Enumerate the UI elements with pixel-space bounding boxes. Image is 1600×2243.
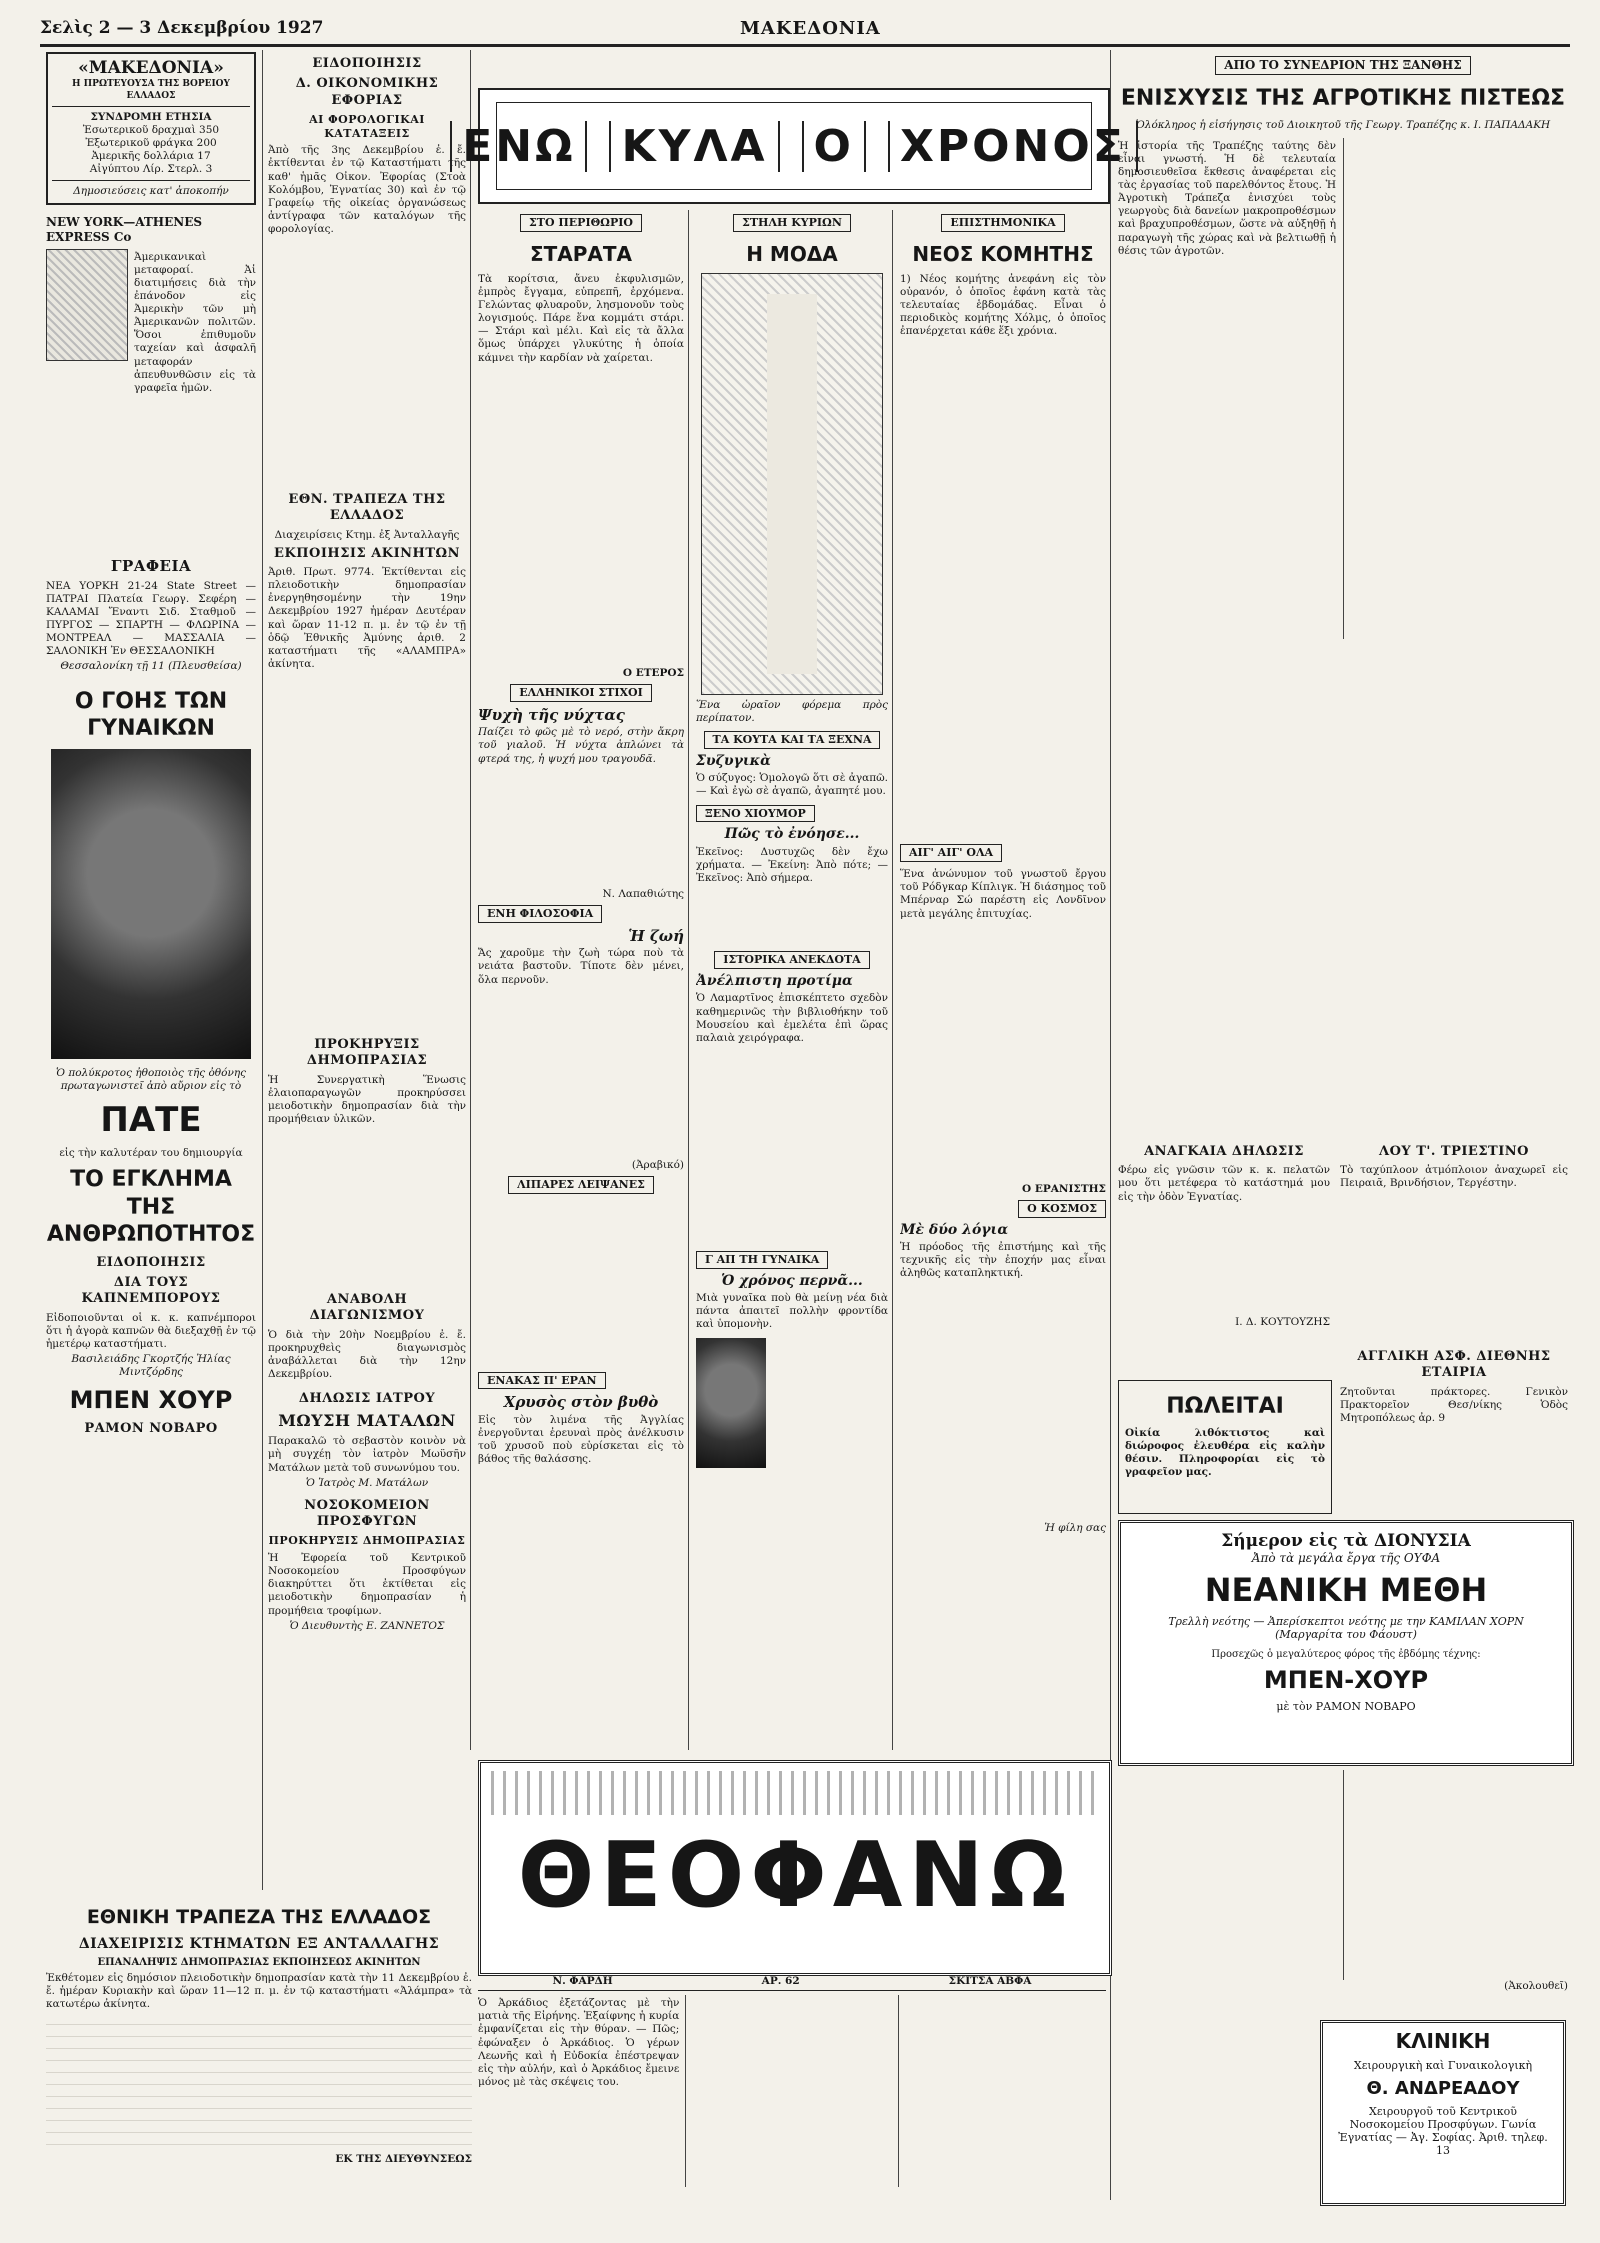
newspaper-title: ΜΑΚΕΔΟΝΙΑ — [740, 18, 881, 39]
express-text: Ἀμερικανικαὶ μεταφοραί. Ἀἱ διατιμήσεις διὰ τὴν ἐπάνοδον εἰς Ἀμερικὴν τῶν μὴ Ἀμερικανῶν πολιτῶν. Ὅσοι ἐπιθυμοῦν ταχείαν καὶ ἀσφαλῆ μεταφοράν ἀπευθυνθῶσιν εἰς τὰ γραφεῖα ἡμῶν. — [134, 250, 256, 394]
triestino-continued — [1340, 1193, 1568, 1293]
page-date: Σελὶς 2 — 3 Δεκεμβρίου 1927 — [40, 18, 324, 38]
poem-signature: Ν. Λαπαθιώτης — [602, 887, 684, 900]
dyo-logia-text: Ἡ πρόοδος τῆς ἐπιστήμης καὶ τῆς τεχνικῆς εἰς τὴν ἐποχήν μας εἶναι ἀληθῶς καταπληκτική. — [900, 1241, 1106, 1280]
nosokomeion-heading: ΝΟΣΟΚΟΜΕΙΟΝ ΠΡΟΣΦΥΓΩΝ — [304, 1497, 430, 1529]
iatrou-name: ΜΩΥΣΗ ΜΑΤΑΛΩΝ — [278, 1411, 456, 1431]
komitis-title: ΝΕΟΣ ΚΟΜΗΤΗΣ — [912, 241, 1094, 266]
kataxeis-heading: ΑΙ ΦΟΡΟΛΟΓΙΚΑΙ ΚΑΤΑΤΑΞΕΙΣ — [309, 112, 425, 140]
theofano-header — [478, 1760, 1112, 1976]
xronos-text: Μιὰ γυναῖκα ποὺ θὰ μείνῃ νέα διὰ πάντα ἀπαιτεῖ πολλὴν φροντίδα καὶ ὑπομονὴν. — [696, 1292, 888, 1331]
triestino-text: Τὸ ταχύπλοον ἀτμόπλοιον ἀναχωρεῖ εἰς Πειραιᾶ, Βρινδήσιον, Τεργέστην. — [1340, 1164, 1568, 1190]
zoi-text: Ἄς χαροῦμε τὴν ζωὴ τώρα ποὺ τὰ νειάτα βαστοῦν. Τίποτε δὲν μένει, ὅλα περνοῦν. — [478, 947, 684, 986]
theofano-title: ΘΕΟΦΑΝΩ — [517, 1823, 1073, 1928]
poleitai-heading: ΠΩΛΕΙΤΑΙ — [1166, 1394, 1284, 1419]
column-rule — [688, 210, 689, 1750]
enw-kyla-banner — [462, 88, 1126, 204]
agrotiki-title: ΕΝΙΣΧΥΣΙΣ ΤΗΣ ΑΓΡΟΤΙΚΗΣ ΠΙΣΤΕΩΣ — [1120, 86, 1566, 111]
pos-continued — [696, 887, 888, 947]
dionysia-heading: Σήμερον εἰς τὰ ΔΙΟΝΥΣΙΑ — [1221, 1531, 1471, 1551]
bank-bottom-table — [46, 2013, 472, 2153]
starata-continued — [478, 367, 684, 667]
express-fare-table — [46, 403, 256, 553]
poem-title: Ψυχὴ τῆς νύχτας — [478, 705, 625, 724]
starata-title: ΣΤΑΡΑΤΑ — [529, 241, 633, 266]
theofano-right-text — [1118, 1770, 1568, 1980]
subscription-subtitle: Η ΠΡΩΤΕΥΟΥΣΑ ΤΗΣ ΒΟΡΕΙΟΥ ΕΛΛΑΔΟΣ — [72, 79, 230, 101]
left-column — [46, 52, 256, 1902]
triestino-heading: ΛΟΥ Τ'. ΤΡΙΕΣΤΙΝΟ — [1378, 1144, 1529, 1159]
xrysos-title: Χρυσὸς στὸν βυθὸ — [503, 1393, 659, 1412]
triestino-ad — [1340, 1140, 1568, 1340]
istorika-kicker: ΙΣΤΟΡΙΚΑ ΑΝΕΚΔΟΤΑ — [714, 951, 869, 969]
banner-word-3: Ο — [802, 121, 866, 172]
dyo-logia-continued — [900, 1282, 1106, 1522]
subscription-inner: Ἐσωτερικοῦ δραχμαὶ 350 — [82, 123, 220, 136]
moda-title: Η ΜΟΔΑ — [746, 241, 838, 266]
filosofia-kicker: ΕΝΗ ΦΙΛΟΣΟΦΙΑ — [478, 905, 602, 923]
ben-hur-title: ΜΠΕΝ-ΧΟΥΡ — [1263, 1666, 1429, 1694]
moda-caption: Ἕνα ὡραῖον φόρεμα πρὸς περίπατον. — [696, 698, 888, 724]
aig-continued — [900, 923, 1106, 1183]
anelpisti-text: Ὁ Λαμαρτῖνος ἐπισκέπτετο σχεδὸν καθημερινῶς τὴν βιβλιοθήκην τοῦ Μουσείου καὶ ἐμελέτα ἐπὶ ὥρας παλαιὰ χειρόγραφα. — [696, 992, 888, 1044]
subscription-note: Δημοσιεύσεις κατ' ἀποκοπήν — [73, 185, 229, 198]
agrotiki-intro: Ὁλόκληρος ἡ εἰσήγησις τοῦ Διοικητοῦ τῆς Γεωργ. Τραπέζης κ. Ι. ΠΑΠΑΔΑΚΗ — [1135, 118, 1551, 131]
bank-notice-bottom — [46, 1900, 472, 2200]
insurance-ad — [1340, 1345, 1568, 1495]
starata-text: Τὰ κορίτσια, ἄνευ ἐκφυλισμῶν, ἐμπρὸς ἔγγαμα, εὐπρεπῆ, ἐρχόμενα. Γελώντας φλυαροῦν, λησμονοῦν τοὺς λογισμούς. Πάρε ἕνα κομμάτι στάρι. — Στάρι καὶ μέλι. Καὶ εἰς τὰ ἄλλα ὅμως ὑπάρχει γλυκύτης ἡ ὁποία κάμνει τὴν καρδίαν νὰ χαίρεται. — [478, 272, 684, 364]
kyrion-kicker: ΣΤΗΛΗ ΚΥΡΙΩΝ — [733, 214, 851, 232]
bank-bottom-sub2: ΕΠΑΝΑΛΗΨΙΣ ΔΗΜΟΠΡΑΣΙΑΣ ΕΚΠΟΙΗΣΕΩΣ ΑΚΙΝΗΤΩΝ — [97, 1957, 421, 1969]
bank-bottom-signature: ΕΚ ΤΗΣ ΔΙΕΥΘΥΝΣΕΩΣ — [335, 2153, 472, 2166]
theofano-number: ΑΡ. 62 — [761, 1975, 800, 1987]
theofano-text: Ὁ Ἀρκάδιος ἐξετάζοντας μὲ τὴν ματιὰ τῆς Εἰρήνης. Ἐξαίφνης ἡ κυρία ἐμφανίζεται εἰς τὴν θύραν. — Πῶς; ἐφώναξεν ὁ Ἀρκάδιος. Ὁ γέρων Λεωνῆς καὶ ἡ Εὐδοκία ἐπέστρεψαν εἰς τὴν αὐλήν, καὶ ὁ Ἀρκάδιος ἔμεινε μόνος μὲ τὰς σκέψεις του. — [478, 1997, 680, 2088]
syzygika-text: Ὁ σύζυγος: Ὁμολογῶ ὅτι σὲ ἀγαπῶ. — Καὶ ἐγὼ σὲ ἀγαπῶ, ἀγαπητέ μου. — [696, 772, 888, 798]
pate-intro: Ὁ πολύκροτος ἠθοποιὸς τῆς ὀθόνης πρωταγωνιστεῖ ἀπὸ αὔριον εἰς τὸ — [56, 1066, 246, 1092]
synedrion-kicker: ΑΠΟ ΤΟ ΣΥΝΕΔΡΙΟΝ ΤΗΣ ΞΑΝΘΗΣ — [1215, 56, 1470, 75]
dionysia-ad — [1118, 1520, 1574, 1766]
lipares-kicker: ΛΙΠΑΡΕΣ ΛΕΙΨΑΝΕΣ — [508, 1176, 654, 1194]
poleitai-ad — [1118, 1380, 1332, 1514]
prokiryxis-heading: ΠΡΟΚΗΡΥΞΙΣ ΔΗΜΟΠΡΑΣΙΑΣ — [306, 1037, 428, 1069]
dionysia-subheading: Ἀπὸ τὰ μεγάλα ἔργα τῆς ΟΥΦΑ — [1251, 1551, 1441, 1565]
actor-portrait — [51, 749, 251, 1059]
zoi-title: Ἡ ζωή — [628, 926, 684, 945]
zoi-signature: (Ἀραβικό) — [631, 1158, 684, 1171]
iatrou-heading: ΔΗΛΩΣΙΣ ΙΑΤΡΟΥ — [298, 1391, 436, 1406]
eforia-continued — [268, 238, 466, 488]
eidopoiisis-heading-2: ΕΙΔΟΠΟΙΗΣΙΣ — [312, 56, 422, 71]
clinic-name: Θ. ΑΝΔΡΕΑΔΟΥ — [1366, 2078, 1520, 2099]
woman-profile-illustration — [696, 1338, 766, 1468]
enakas-kicker: ΕΝΑΚΑΣ Π' ΕΡΑΝ — [478, 1372, 606, 1390]
syzygika-title: Συζυγικὰ — [696, 752, 771, 769]
bank-heading: ΕΘΝ. ΤΡΑΠΕΖΑ ΤΗΣ ΕΛΛΑΔΟΣ — [288, 492, 446, 524]
starata-signature: Ο ΕΤΕΡΟΣ — [622, 666, 684, 679]
poem-continued — [478, 768, 684, 888]
kapnemporous-heading: ΔΙΑ ΤΟΥΣ ΚΑΠΝΕΜΠΟΡΟΥΣ — [81, 1275, 221, 1307]
grafeia-heading: ΓΡΑΦΕΙΑ — [110, 556, 192, 575]
theofano-kind: ΣΚΙΤΣΑ ΑΒΦΑ — [948, 1975, 1032, 1987]
aig-kicker: ΑΙΓ' ΑΙΓ' ΟΛΑ — [900, 844, 1002, 862]
peri-kicker: ΣΤΟ ΠΕΡΙΘΩΡΙΟ — [520, 214, 642, 232]
fashion-illustration — [701, 273, 883, 695]
dyo-logia-signature: Ἡ φίλη σας — [1044, 1522, 1106, 1535]
kapnemporous-signature: Βασιλειάδης Γκορτζής Ἠλίας Μιντζόρδης — [71, 1353, 231, 1379]
zoi-continued — [478, 989, 684, 1159]
gynaika-kicker: Γ ΑΠ ΤΗ ΓΥΝΑΙΚΑ — [696, 1251, 828, 1269]
epistimonika-kicker: ΕΠΙΣΤΗΜΟΝΙΚΑ — [941, 214, 1064, 232]
stixoi-kicker: ΕΛΛΗΝΙΚΟΙ ΣΤΙΧΟΙ — [510, 684, 652, 702]
eforia-heading: Δ. ΟΙΚΟΝΟΜΙΚΗΣ ΕΦΟΡΙΑΣ — [295, 76, 439, 108]
clinic-heading: ΚΛΙΝΙΚΗ — [1395, 2029, 1491, 2053]
nosokomeion-text: Ἡ Ἐφορεία τοῦ Κεντρικοῦ Νοσοκομείου Προσφύγων διακηρύττει ὅτι ἐκτίθεται εἰς μειοδοτικὴν δημοπρασίαν ἡ προμήθεια τροφίμων. — [268, 1552, 466, 1617]
film-text: Τρελλὴ νεότης — Ἀπερίσκεπτοι νεότης με την ΚΑΜΙΛΑΝ ΧΟΡΝ (Μαργαρίτα του Φάουστ) — [1168, 1615, 1524, 1641]
insurance-heading: ΑΓΓΛΙΚΗ ΑΣΦ. ΔΙΕΘΝΗΣ ΕΤΑΙΡΙΑ — [1357, 1349, 1551, 1381]
dilosis-continued — [1118, 1206, 1330, 1316]
clinic-subheading: Χειρουργικὴ καὶ Γυναικολογικὴ — [1353, 2059, 1533, 2072]
ogos-heading: Ο ΓΟΗΣ ΤΩΝ ΓΥΝΑΙΚΩΝ — [74, 688, 228, 741]
anelpisti-title: Ἀνέλπιστη προτίμα — [696, 972, 853, 989]
prokiryxis-continued — [268, 1128, 466, 1288]
poleitai-text: Οἰκία λιθόκτιστος καὶ διώροφος ἐλευθέρα εἰς καλὴν θέσιν. Πληροφορίαι εἰς τὸ γραφεῖον μας. — [1125, 1426, 1325, 1478]
humor-kicker: ΞΕΝΟ ΧΙΟΥΜΟΡ — [696, 805, 815, 823]
grafeia-date: Θεσσαλονίκη τῇ 11 (Πλευσθείσα) — [60, 660, 242, 673]
theofano-continuation — [1118, 1770, 1568, 2000]
nosokomeion-signature: Ὁ Διευθυντὴς Ε. ΖΑΝΝΕΤΟΣ — [289, 1619, 445, 1632]
banner-word-2: ΚΥΛΑ — [609, 121, 779, 172]
prokiryxis-text: Ἡ Συνεργατικὴ Ἕνωσις ἐλαιοπαραγωγῶν προκηρύσσει μειοδοτικὴν δημοπρασίαν διὰ τὴν προμήθειαν ὑλικῶν. — [268, 1073, 466, 1125]
mpen-hur-heading: ΜΠΕΝ ΧΟΥΡ — [69, 1386, 233, 1415]
subscription-head: ΣΥΝΔΡΟΜΗ ΕΤΗΣΙΑ — [90, 110, 212, 123]
egklima-heading: ΤΟ ΕΓΚΛΗΜΑ ΤΗΣ ΑΝΘΡΩΠΟΤΗΤΟΣ — [46, 1167, 256, 1248]
pos-text: Ἐκεῖνος: Δυστυχῶς δὲν ἔχω χρήματα. — Ἐκείνη: Ἀπὸ πότε; — Ἐκεῖνος: Ἀπὸ σήμερα. — [696, 845, 888, 884]
masthead — [40, 18, 1570, 47]
subscription-egypt: Αἰγύπτου Λίρ. Στερλ. 3 — [89, 163, 213, 176]
bank-bottom-text: Ἐκθέτομεν εἰς δημόσιον πλειοδοτικὴν δημοπρασίαν κατὰ τὴν 11 Δεκεμβρίου ἐ. ἔ. ἡμέραν Κυριακὴν καὶ ὥραν 11—12 π. μ. ἐν τῷ καταστήματι «Ἀλάμπρα» τὰ κατωτέρω ἀκίνητα. — [46, 1971, 472, 2010]
anavoli-heading: ΑΝΑΒΟΛΗ ΔΙΑΓΩΝΙΣΜΟΥ — [309, 1292, 425, 1324]
clinic-ad — [1320, 2020, 1566, 2206]
xrysos-text: Εἰς τὸν λιμένα τῆς Ἀγγλίας ἐνεργοῦνται ἐρευναὶ πρὸς ἀνέλκυσιν τοῦ χρυσοῦ ποὺ εὑρίσκεται εἰς τὸ βάθος τῆς θαλάσσης. — [478, 1414, 684, 1466]
express-illustration — [46, 249, 128, 361]
ramon-novaro-2: μὲ τὸν ΡΑΜΟΝ ΝΟΒΑΡΟ — [1276, 1700, 1416, 1713]
ramon-novaro: ΡΑΜΟΝ ΝΟΒΑΡΟ — [84, 1421, 218, 1437]
bank-bottom-sub: ΔΙΑΧΕΙΡΙΣΙΣ ΚΤΗΜΑΤΩΝ ΕΞ ΑΝΤΑΛΛΑΓΗΣ — [78, 1935, 440, 1952]
column-rule — [892, 210, 893, 1750]
komitis-continued — [900, 340, 1106, 840]
film-next: Προσεχῶς ὁ μεγαλύτερος φόρος τῆς ἐβδόμης τέχνης: — [1211, 1649, 1481, 1660]
dilosis-signature: Ι. Δ. ΚΟΥΤΟΥΖΗΣ — [1235, 1315, 1330, 1328]
subscription-america: Ἀμερικῆς δολλάρια 17 — [91, 150, 211, 163]
aig-signature: Ο ΕΡΑΝΙΣΤΗΣ — [1022, 1182, 1106, 1195]
grafeia-list: ΝΕΑ ΥΟΡΚΗ 21-24 State Street — ΠΑΤΡΑΙ Πλατεία Γεωργ. Σεφέρη — ΚΑΛΑΜΑΙ Ἔναντι Σιδ. Σταθμοῦ — ΠΥΡΓΟΣ — ΣΠΑΡΤΗ — ΦΛΩΡΙΝΑ — ΜΟΝΤΡΕΑΛ — ΜΑΣΣΑΛΙΑ — ΣΑΛΟΝΙΚΗ Ἐν ΘΕΣΣΑΛΟΝΙΚΗ — [46, 579, 256, 658]
iatrou-text: Παρακαλῶ τὸ σεβαστὸν κοινὸν νὰ μὴ συγχέῃ τὸν ἰατρὸν Μωϋσῆν Ματάλων μετὰ τοῦ συνωνύμου του. — [268, 1435, 466, 1474]
banner-word-4: ΧΡΟΝΟΣ — [888, 121, 1138, 172]
dyo-logia-title: Μὲ δύο λόγια — [900, 1221, 1009, 1238]
bank-property-list — [268, 673, 466, 1033]
pate-heading: ΠΑΤΕ — [100, 1099, 202, 1140]
subscription-box — [46, 52, 256, 205]
insurance-text: Ζητοῦνται πράκτορες. Γενικὸν Πρακτορεῖον Θεσ/νίκης Ὁδὸς Μητροπόλεως ἀρ. 9 — [1340, 1385, 1568, 1424]
dilosis-text: Φέρω εἰς γνῶσιν τῶν κ. κ. πελατῶν μου ὅτι μετέφερα τὸ κατάστημά μου εἰς τὴν ὁδὸν Ἐγνατίας. — [1118, 1164, 1330, 1203]
express-title: NEW YORK—ATHENES EXPRESS Co — [46, 214, 203, 244]
kapnemporous-text: Εἰδοποιοῦνται οἱ κ. κ. καπνέμποροι ὅτι ἡ ἀγορὰ καπνῶν θὰ διεξαχθῇ ἐν τῷ ἡμετέρῳ καταστήματι. — [46, 1311, 256, 1350]
subscription-outer: Ἐξωτερικοῦ φράγκα 200 — [85, 137, 217, 149]
agrotiki-text: Ἡ ἱστορία τῆς Τραπέζης ταύτης δὲν εἶναι γνωστή. Ἡ δὲ τελευταία δημοσιευθεῖσα ἔκθεσις ἀναφέρεται εἰς τὰς ἐργασίας τοῦ παρελθόντος ἔτους. Ἡ Ἀγροτικὴ Τράπεζα ἐνισχύει τοὺς γεωργοὺς διὰ δανείων μακροπροθέσμων καὶ βραχυπροθέσμων, ὥστε νὰ αὐξηθῇ ἡ παραγωγὴ τῆς χώρας καὶ νὰ βελτιωθῇ ἡ θέσις τῶν ἀγροτῶν. — [1118, 139, 1336, 257]
film-title: ΝΕΑΝΙΚΗ ΜΕΘΗ — [1204, 1571, 1488, 1609]
anelpisti-continued — [696, 1047, 888, 1247]
bank-subheading: Διαχειρίσεις Κτημ. ἐξ Ἀνταλλαγῆς — [274, 528, 460, 541]
komitis-text: 1) Νέος κομήτης ἀνεφάνη εἰς τὸν οὐρανόν, ὁ ὁποῖος ἐφάνη κατὰ τὰς τελευταίας ἑβδομάδας. Εἶναι ὁ περιοδικὸς κομήτης Χόλμς, ὁ ὁποῖος ἐπανέρχεται κάθε ἕξι χρόνια. — [900, 272, 1106, 338]
right-column — [1118, 52, 1568, 1212]
bank-heading-2: ΕΚΠΟΙΗΣΙΣ ΑΚΙΝΗΤΩΝ — [274, 545, 460, 561]
column-5 — [900, 210, 1106, 1750]
anavoli-text: Ὁ διὰ τὴν 20ὴν Νοεμβρίου ἐ. ἔ. προκηρυχθεὶς διαγωνισμὸς ἀναβάλλεται διὰ τὴν 12ην Δεκεμβρίου. — [268, 1328, 466, 1380]
column-2 — [268, 52, 466, 1752]
dilosis-heading: ΑΝΑΓΚΑΙΑ ΔΗΛΩΣΙΣ — [1144, 1144, 1304, 1159]
theofano-author: Ν. ΦΑΡΔΗ — [552, 1975, 613, 1987]
clinic-text: Χειρουργοῦ τοῦ Κεντρικοῦ Νοσοκομείου Προσφύγων. Γωνία Ἐγνατίας — Ἀγ. Σοφίας. Ἀριθ. τηλεφ. 13 — [1338, 2105, 1548, 2157]
pate-sub: εἰς τὴν καλυτέραν του δημιουργία — [59, 1147, 243, 1160]
bank-text: Ἀριθ. Πρωτ. 9774. Ἐκτίθενται εἰς πλειοδοτικὴν δημοπρασίαν ἐνεργηθησομένην τὴν 19ην Δεκεμβρίου 1927 ἡμέραν Δευτέραν καὶ ὥραν 11-12 π. μ. ἐν τῷ ἐν τῇ ὁδῷ Ἐθνικῆς Ἀμύνης ἀριθ. 2 καταστήματι τῆς «ΑΛΑΜΠΡΑ» ἀκίνητα. — [268, 566, 466, 670]
kosmos-kicker: Ο ΚΟΣΜΟΣ — [1018, 1200, 1106, 1218]
column-4 — [696, 210, 888, 1750]
theofano-text-block — [478, 1975, 1106, 2205]
eidopoiisis-heading: ΕΙΔΟΠΟΙΗΣΙΣ — [96, 1254, 206, 1270]
eforia-text: Ἀπὸ τῆς 3ης Δεκεμβρίου ἐ. ἔ. ἐκτίθενται ἐν τῷ Καταστήματι τῆς καθ' ἡμᾶς Οἰκον. Ἐφορίας (Στοὰ Κολόμβου, Ἐγνατίας 30) καὶ ἐν τῷ Γραφείῳ τῆς οἰκείας ὀργανώσεως ἀντίγραφα τῶν καταλόγων τῆς φορολογίας. — [268, 144, 466, 235]
theofano-signature: (Ἀκολουθεῖ) — [1504, 1980, 1568, 1992]
bank-bottom-heading: ΕΘΝΙΚΗ ΤΡΑΠΕΖΑ ΤΗΣ ΕΛΛΑΔΟΣ — [86, 1906, 432, 1928]
banner-word-1: ΕΝΩ — [450, 121, 587, 172]
subscription-title: «ΜΑΚΕΔΟΝΙΑ» — [78, 58, 224, 78]
lipares-text — [478, 1198, 684, 1368]
column-rule — [262, 50, 263, 1890]
nosokomeion-subheading: ΠΡΟΚΗΡΥΞΙΣ ΔΗΜΟΠΡΑΣΙΑΣ — [268, 1534, 466, 1548]
column-3 — [478, 210, 684, 1750]
pos-title: Πῶς τὸ ἐνόησε... — [724, 826, 860, 843]
theofano-ornament — [491, 1771, 1099, 1815]
kouta-kicker: ΤΑ ΚΟΥΤΑ ΚΑΙ ΤΑ ΞΕΧΝΑ — [704, 731, 881, 749]
iatrou-signature: Ὁ Ἰατρὸς Μ. Ματάλων — [305, 1476, 429, 1489]
column-rule — [470, 50, 471, 1750]
xronos-title: Ὁ χρόνος περνᾶ... — [721, 1272, 863, 1289]
poem-text: Παίζει τὸ φῶς μὲ τὸ νερό, στὴν ἄκρη τοῦ γιαλοῦ. Ἡ νύχτα ἁπλώνει τὰ φτερά της, ἡ ψυχή μου τραγουδᾶ. — [478, 726, 684, 765]
aig-text: Ἕνα ἀνώνυμον τοῦ γνωστοῦ ἔργου τοῦ Ρόδγκαρ Κίπλιγκ. Ἡ διάσημος τοῦ Μπέρναρ Σώ παρέστη εἰς Λονδῖνον μετὰ μεγάλης ἐπιτυχίας. — [900, 868, 1106, 920]
